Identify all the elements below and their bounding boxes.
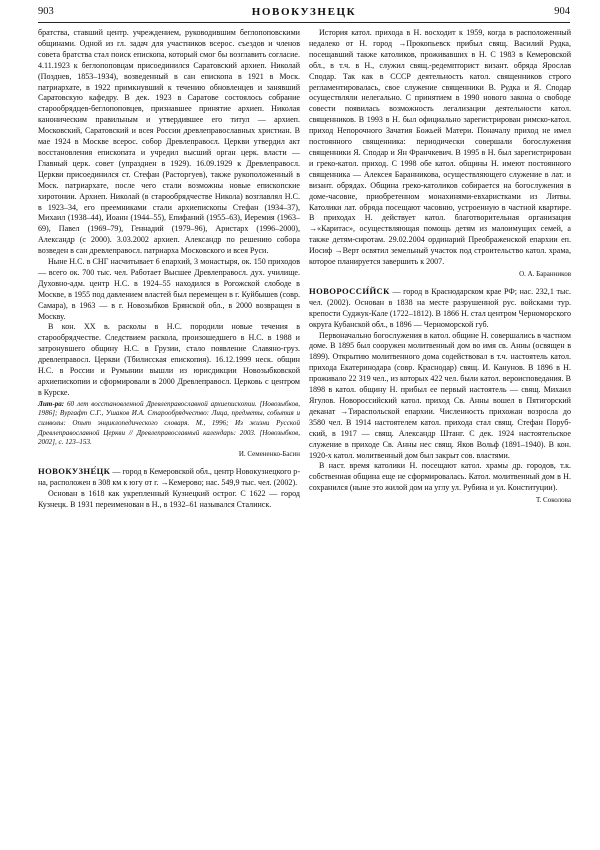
- author-signature: О. А. Баранников: [519, 269, 571, 278]
- right-column: [309, 28, 571, 507]
- entry-definition: — город в Кемеровской обл., центр Новокузнецкого р-на, расположен в 308 км к югу от г. →Кемерово; нас. 549,9 тыс. чел. (2002).: [38, 466, 300, 487]
- article-paragraph: В кон. XX в. расколы в Н.С. породили новые течения в старообрядчестве. Следствием раскола, произошедшего в Н.С. в 1988 и затронувшего общину Н.С. в Грузии, стало появление Славяно-груз. древлеправосл. Церкви (Тбилисская епископия). 16.12.1999 неск. общин Н.С. в России и Румынии вышли из юрисдикции Новозыбковской архиепископии и сформировали в 2000 Древлеправосл. Церковь с центром в Курске.: [38, 322, 300, 397]
- header-rule: [38, 22, 570, 23]
- left-column: [38, 28, 300, 510]
- article-paragraph: Основан в 1618 как укрепленный Кузнецкий острог. С 1622 — город Кузнецк. В 1931 переименован в Н., в 1932–61 назывался Сталинск.: [38, 488, 300, 509]
- literature-label: Лит-ра:: [38, 399, 65, 408]
- author-signature: Т. Соколова: [535, 496, 571, 505]
- entry-novokuznetsk: [38, 466, 300, 489]
- entry-headword: НОВОРОССИ́ЙСК: [309, 285, 390, 296]
- running-title: НОВОКУЗНЕЦК: [251, 6, 357, 18]
- article-paragraph: Первоначально богослужения в катол. общине Н. совершались в частном доме. В 1895 был сооружен молитвенный дом во имя св. Анны (освящен в 1899). Открытию молитвенного дома содействовал в т.ч. настоятель катол. прихода Екатеринодара (совр. Краснодар) свящ. И. Канунов. В 1896 в Н. проживало 22 319 чел., из которых 422 чел. были катол. вероисповедания. В 1898 в катол. общину Н. прибыл ее первый настоятель — свящ. Михаил Ягулов. Новороссийский катол. приход Св. Анны вошел в Пятигорский деканат →Тираспольской епархии. Численность прихожан возросла до 3580 чел. В 1914 настоятелем катол. прихода стал свящ. Стефан Поруб-ский, в 1917 — свящ. Александр Штанг. С дек. 1924 настоятельское служение в приходе Св. Анны нес свящ. Яков Вольф (1891–1940). В кон. 1920-х катол. молитвенный дом был закрыт сов. властями.: [309, 330, 571, 460]
- literature-list: [38, 400, 300, 448]
- article-paragraph: История катол. прихода в Н. восходит к 1959, когда в расположенный недалеко от Н. город →Прокопьевск прибыл свящ. Василий Рудка, посещавший также католиков, проживавших в Н. С 1983 в Кемеровской обл., в т.ч. в Н., служил свящ.-редемпторист визант. обряда Ярослав Сподар. Так как в СССР деятельность катол. священников строго регламентировалась, свое служение священники В. Рудка и Я. Сподар осуществляли нелегально. С принятием в 1990 нового закона о свободе совести появилась возможность легализации деятельности катол. священников. В 1993 в Н. был официально зарегистрирован римско-катол. приход Непорочного Зачатия Божьей Матери. Поначалу приход не имел постоянного священника: периодически совершали богослужения священники Я. Сподар и Ян Франчкевич. В 1995 в Н. был зарегистрирован и греко-катол. приход. С 1998 обе катол. общины Н. имеют постоянного священника — Алексея Баранникова, осуществляющего служение в лат. и визант. обрядах. Община греко-католиков собирается на богослужения в доме-часовне, приобретенном монахинями-евхаристками из Литвы. Католики лат. обряда посещают часовню, устроенную в частной квартире. В приходах Н. действует катол. благотворительная организация →«Каритас», осуществляющая помощь детям из малоимущих семей, а также детям-сиротам. 29.02.2004 ординарий Преображенской епархии еп. Иосиф →Верт освятил земельный участок под строительство катол. храма, которое планируется завершить к 2007.: [309, 28, 571, 267]
- entry-headword: НОВОКУЗНЕ́ЦК: [38, 465, 111, 476]
- page-header: [38, 6, 570, 22]
- article-paragraph: В наст. время католики Н. посещают катол. храмы др. городов, т.к. собственная община еще не сформировалась. Катол. молитвенный дом в Н. сохранился (ныне это жилой дом на углу ул. Рубина и ул. Конституции).: [309, 461, 571, 493]
- entry-definition: — город в Краснодарском крае РФ; нас. 232,1 тыс. чел. (2002). Основан в 1838 на месте разрушенной рус. войсками тур. крепости Суджук-Кале (1722–1812). В 1866 Н. стал центром Черноморского округа Кубанской обл., в 1896 — Черноморской губ.: [309, 286, 571, 329]
- page-number-right: 904: [554, 6, 570, 17]
- author-signature: И. Семененко-Басин: [238, 449, 300, 458]
- literature-text: 60 лет восстановленной Древлеправославной архиепископии. [Новозыбков, 1986]; Вургафт С.Г., Ушаков И.А. Старообрядчество: Лица, предметы, события и символы: Опыт энциклопедического словаря. М., 1996; Из жизни Русской Древлеправославной Церкви // Древлеправославный календарь: 2003. [Новозыбков, 2002], с. 123–153.: [38, 399, 300, 447]
- page-number-left: 903: [38, 6, 54, 17]
- article-paragraph: Ныне Н.С. в СНГ насчитывает 6 епархий, 3 монастыря, ок. 150 приходов — всего ок. 700 тыс. чел. Работает Высшее Древлеправосл. дух. училище. Духовно-адм. центр Н.С. в 1924–55 находился в Рогожской слободе в Москве, в 1955 под давлением властей был перемещен в г. Куйбышев (совр. Самара), в 1963 — в г. Новозыбков Брянской обл., в 2000 возвращен в Москву.: [38, 257, 300, 321]
- entry-novorossiysk: [309, 286, 571, 331]
- article-paragraph: братства, ставший центр. учреждением, руководившим беглопоповскими общинами. Одной из гл. задач для участников всерос. съездов и членов совета братства стал поиск епископа, который смог бы возглавить согласие. 4.11.1923 к беглопоповцам присоединился Саратовский архиеп. Николай (Позднев, 1853–1934), возведенный в сан епископа в 1921 в Моск. патриархате, в 1922 примкнувший к течению обновленцев и занявший Саратовскую кафедру. В дек. 1923 в Саратове состоялось собрание старообрядцев-беглопоповцев, признавшее принятие архиеп. Николая каноническим правильным и утвердившее его титул — архиеп. Московский, Саратовский и всея России древлеправославных христиан. В мае 1924 в Москве всерос. собор Древлеправосл. Церкви утвердил акт восстановления епископата и учредил высший орган церк. власти — Главный церк. совет (упразднен в 1929). 16.09.1929 к Древлеправосл. Церкви присоединился ст. Стефан (Расторгуев), также рукоположенный в Моск. патриархате, после чего стали возможны новые епископские хиротонии. Архиеп. Николай (в старообрядчестве Николa) возглавлял Н.С. в 1923–34, его преемниками стали архиепископы Стефан (1934–37), Михаил (1938–44), Иоанн (1944–55), Епифаний (1955–63), Иеремия (1963–69), Павел (1969–79), Геннадий (1979–96), Аристарх (1996–2000), Александр (с 2000). 3.03.2002 архиеп. Александр по решению собора возведен в сан древлеправосл. патриарха Московского и всея Руси.: [38, 28, 300, 256]
